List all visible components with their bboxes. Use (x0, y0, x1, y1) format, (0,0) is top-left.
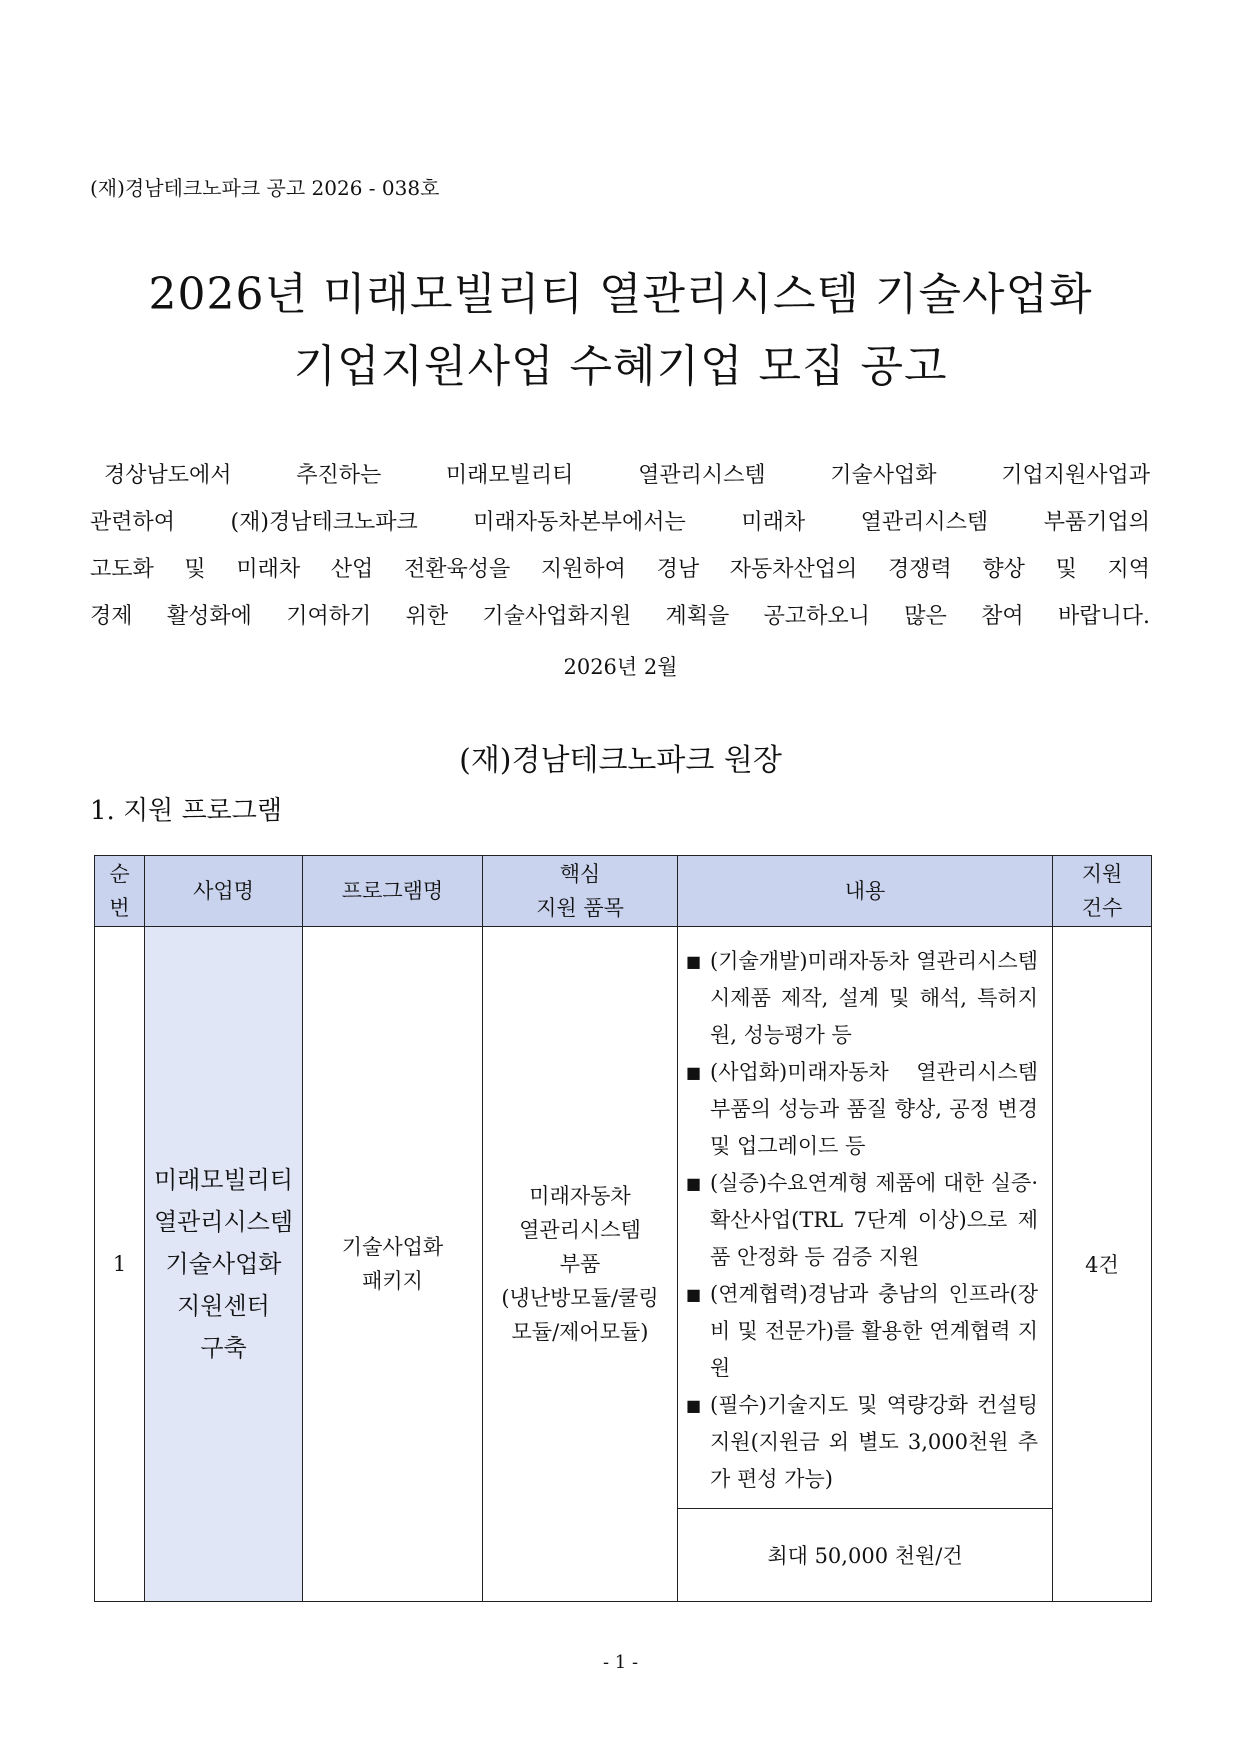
content-bullet (686, 1054, 1038, 1165)
title-line-1: 2026년 미래모빌리티 열관리시스템 기술사업화 (148, 269, 1093, 320)
table-header-row (95, 856, 1152, 927)
intro-line-1: 경상남도에서 추진하는 미래모빌리티 열관리시스템 기술사업화 기업지원사업과 (104, 463, 1150, 488)
black-square-icon: ■ (686, 1285, 702, 1304)
header-program: 프로그램명 (303, 856, 483, 927)
bullet-text: (필수)기술지도 및 역량강화 컨설팅 지원(지원금 외 별도 3,000천원 추가 편성 가능) (710, 1393, 1038, 1491)
items-line: 부품 (559, 1252, 601, 1276)
bullet-text: (기술개발)미래자동차 열관리시스템 시제품 제작, 설계 및 해석, 특허지원, 성능평가 등 (710, 949, 1038, 1047)
header-count-line-1: 지원 (1081, 862, 1123, 886)
header-no-line-1: 순 (109, 862, 130, 886)
items-line: 열관리시스템 (519, 1218, 641, 1242)
bullet-text: (연계협력)경남과 충남의 인프라(장비 및 전문가)를 활용한 연계협력 지원 (710, 1282, 1038, 1380)
header-count (1053, 856, 1152, 927)
intro-line-4: 경제 활성화에 기여하기 위한 기술사업화지원 계획을 공고하오니 많은 참여 바랍니다. (90, 604, 1150, 629)
content-bullet (686, 1387, 1038, 1498)
row-count: 4건 (1053, 927, 1152, 1602)
bullet-text: (실증)수요연계형 제품에 대한 실증·확산사업(TRL 7단계 이상)으로 제품 안정화 등 검증 지원 (710, 1171, 1038, 1269)
content-bullet (686, 1276, 1038, 1387)
signer: (재)경남테크노파크 원장 (459, 743, 782, 778)
announcement-date: 2026년 2월 (563, 655, 678, 679)
business-line: 기술사업화 (165, 1250, 282, 1278)
section-title: 1. 지원 프로그램 (90, 796, 283, 826)
header-content: 내용 (678, 856, 1053, 927)
items-line: (냉난방모듈/쿨링 (501, 1286, 659, 1310)
items-line: 미래자동차 (529, 1184, 631, 1208)
intro-line-3: 고도화 및 미래차 산업 전환육성을 지원하여 경남 자동차산업의 경쟁력 향상 및 지역 (90, 557, 1150, 582)
business-name (145, 1159, 302, 1369)
items-line: 모듈/제어모듈) (511, 1320, 649, 1344)
row-business (145, 927, 303, 1602)
header-items-line-1: 핵심 (559, 862, 601, 886)
table-row (95, 927, 1152, 1509)
title-line-2: 기업지원사업 수혜기업 모집 공고 (293, 341, 948, 392)
program-line: 패키지 (362, 1269, 423, 1293)
page-number: - 1 - (602, 1652, 639, 1673)
header-items (483, 856, 678, 927)
business-line: 열관리시스템 (153, 1208, 294, 1236)
row-program (303, 927, 483, 1602)
black-square-icon: ■ (686, 1174, 702, 1193)
header-no (95, 856, 145, 927)
intro-line-2: 관련하여 (재)경남테크노파크 미래자동차본부에서는 미래차 열관리시스템 부품기업의 (90, 510, 1150, 535)
business-line: 미래모빌리티 (153, 1166, 294, 1194)
row-items (483, 927, 678, 1602)
content-bullet (686, 1165, 1038, 1276)
max-amount: 최대 50,000 천원/건 (678, 1509, 1053, 1602)
black-square-icon: ■ (686, 952, 702, 971)
business-line: 구축 (200, 1334, 247, 1362)
program-line: 기술사업화 (341, 1235, 444, 1259)
business-line: 지원센터 (177, 1292, 270, 1320)
header-business: 사업명 (145, 856, 303, 927)
header-items-line-2: 지원 품목 (536, 896, 624, 920)
header-count-line-2: 건수 (1081, 896, 1123, 920)
program-table (94, 855, 1152, 1602)
row-no: 1 (95, 927, 145, 1602)
header-no-line-2: 번 (109, 896, 130, 920)
notice-number: (재)경남테크노파크 공고 2026 - 038호 (90, 176, 440, 200)
row-content (678, 927, 1053, 1509)
bullet-text: (사업화)미래자동차 열관리시스템 부품의 성능과 품질 향상, 공정 변경 및 업그레이드 등 (710, 1060, 1038, 1158)
content-bullet (686, 943, 1038, 1054)
black-square-icon: ■ (686, 1063, 702, 1082)
black-square-icon: ■ (686, 1396, 702, 1415)
